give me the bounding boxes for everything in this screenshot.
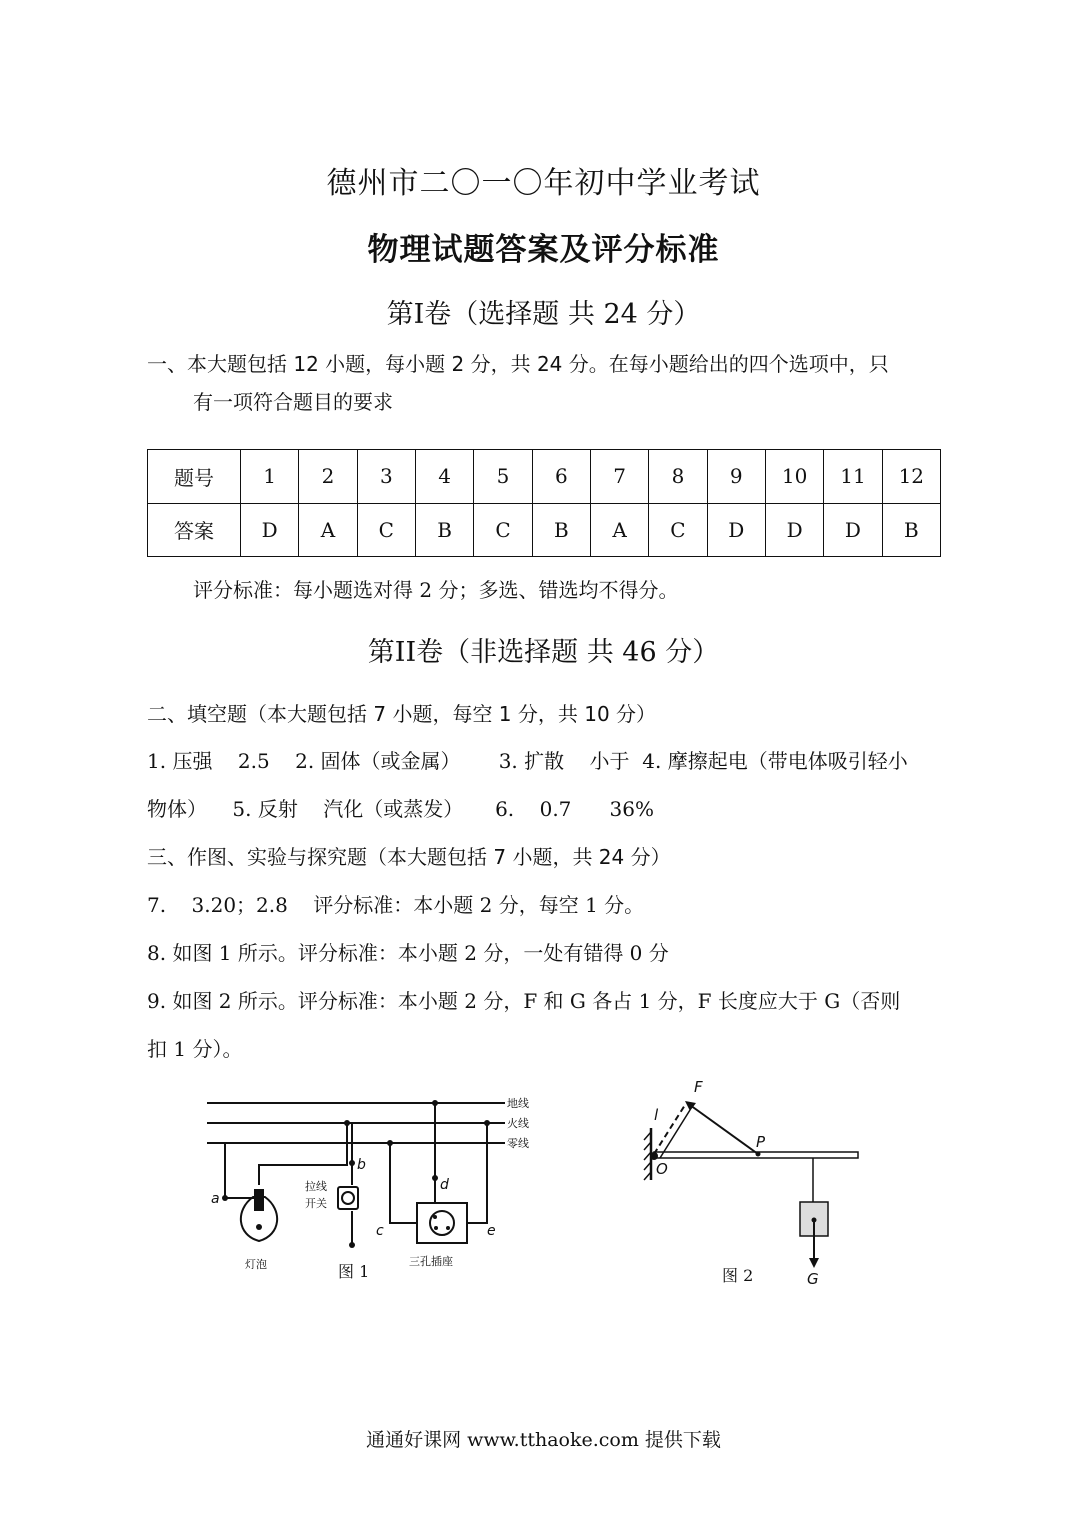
table-cell: C — [357, 503, 415, 557]
part1-instruction-line2: 有一项符合题目的要求 — [193, 390, 393, 414]
table-cell: B — [415, 503, 473, 557]
table-cell: 6 — [532, 450, 590, 504]
part1-scoring: 评分标准：每小题选对得 2 分；多选、错选均不得分。 — [193, 578, 679, 602]
table-header-number: 题号 — [148, 450, 241, 504]
moment-arm-l — [654, 1105, 685, 1154]
label-P: P — [756, 1133, 766, 1151]
point-b: b — [357, 1157, 366, 1173]
label-F: F — [694, 1078, 703, 1096]
point-e: e — [487, 1223, 496, 1239]
document-title: 物理试题答案及评分标准 — [367, 232, 720, 268]
table-cell: 1 — [241, 450, 299, 504]
table-cell: D — [765, 503, 823, 557]
force-F-arrow — [690, 1105, 758, 1154]
table-cell: A — [590, 503, 648, 557]
table-row-numbers — [148, 450, 941, 504]
table-cell: B — [882, 503, 940, 557]
label-l: l — [654, 1106, 659, 1124]
label-G: G — [807, 1270, 819, 1288]
label-switch-1: 拉线 — [305, 1180, 327, 1193]
figure2-lever-diagram — [630, 1070, 870, 1290]
table-cell: D — [707, 503, 765, 557]
point-a: a — [211, 1191, 220, 1207]
section3-heading: 三、作图、实验与探究题（本大题包括 7 小题，共 24 分） — [147, 845, 671, 869]
point-c: c — [376, 1223, 384, 1239]
label-socket: 三孔插座 — [409, 1255, 453, 1268]
table-cell: D — [824, 503, 882, 557]
label-switch-2: 开关 — [305, 1197, 327, 1210]
table-header-answer: 答案 — [148, 503, 241, 557]
part2-title: 第II卷（非选择题 共 46 分） — [367, 637, 720, 668]
part1-title: 第I卷（选择题 共 24 分） — [386, 299, 701, 330]
answer-table — [147, 449, 941, 557]
table-cell: 10 — [765, 450, 823, 504]
q9-answer-line2: 扣 1 分）。 — [147, 1037, 243, 1061]
fill-answers-line2: 物体） 5. 反射 汽化（或蒸发） 6. 0.7 36% — [147, 797, 655, 821]
table-row-answers — [148, 503, 941, 557]
point-d: d — [440, 1177, 449, 1193]
label-O: O — [656, 1160, 668, 1178]
label-neutral-wire: 零线 — [507, 1137, 529, 1150]
section2-heading: 二、填空题（本大题包括 7 小题，每空 1 分，共 10 分） — [147, 702, 657, 726]
fill-answers-line1: 1. 压强 2.5 2. 固体（或金属） 3. 扩散 小于 4. 摩擦起电（带电体吸引轻小 — [147, 749, 908, 773]
q9-answer-line1: 9. 如图 2 所示。评分标准：本小题 2 分，F 和 G 各占 1 分，F 长度应大于 G（否则 — [147, 989, 901, 1013]
figure2-caption: 图 2 — [722, 1266, 754, 1285]
label-ground-wire: 地线 — [507, 1097, 529, 1110]
table-cell: 7 — [590, 450, 648, 504]
table-cell: 11 — [824, 450, 882, 504]
table-cell: 12 — [882, 450, 940, 504]
figure1-circuit-diagram — [195, 1085, 555, 1290]
table-cell: C — [649, 503, 707, 557]
figure1-caption: 图 1 — [338, 1262, 370, 1281]
table-cell: A — [299, 503, 357, 557]
exam-title: 德州市二〇一〇年初中学业考试 — [326, 166, 761, 201]
table-cell: C — [474, 503, 532, 557]
table-cell: 2 — [299, 450, 357, 504]
three-hole-socket — [417, 1203, 467, 1243]
table-cell: 9 — [707, 450, 765, 504]
label-bulb: 灯泡 — [245, 1258, 267, 1271]
table-cell: 5 — [474, 450, 532, 504]
part1-instruction-line1: 一、本大题包括 12 小题，每小题 2 分，共 24 分。在每小题给出的四个选项中，只 — [147, 352, 889, 376]
q7-answer: 7. 3.20；2.8 评分标准：本小题 2 分，每空 1 分。 — [147, 893, 645, 917]
table-cell: B — [532, 503, 590, 557]
table-cell: 3 — [357, 450, 415, 504]
footer-source: 通通好课网 www.tthaoke.com 提供下载 — [366, 1429, 721, 1451]
table-cell: 8 — [649, 450, 707, 504]
q8-answer: 8. 如图 1 所示。评分标准：本小题 2 分，一处有错得 0 分 — [147, 941, 669, 965]
table-cell: D — [241, 503, 299, 557]
table-cell: 4 — [415, 450, 473, 504]
label-live-wire: 火线 — [507, 1117, 529, 1130]
